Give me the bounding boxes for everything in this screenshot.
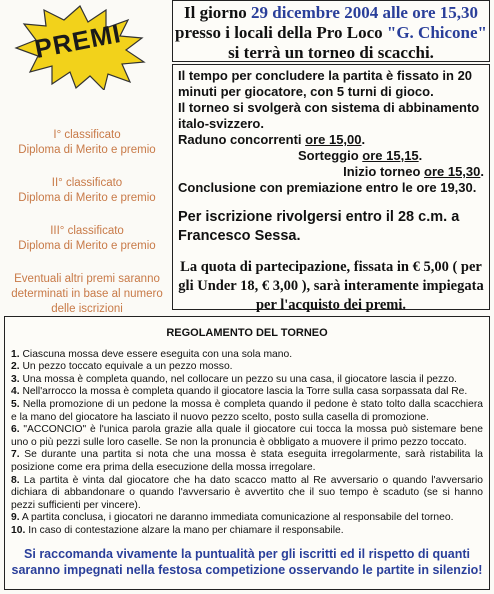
registration-contact: Per iscrizione rivolgersi entro il 28 c.m. a Francesco Sessa.	[178, 209, 460, 244]
rule-item: 9. A partita conclusa, i giocatori ne daranno immediata comunicazione al responsabile del torneo.	[11, 512, 454, 524]
prize-item: I° classificato Diploma di Merito e premio	[18, 129, 156, 156]
prize-item: III° classificato Diploma di Merito e premio	[18, 225, 156, 252]
prize-item: II° classificato Diploma di Merito e premio	[18, 177, 156, 204]
closing-message: Si raccomanda vivamente la puntualità per gli iscritti ed il rispetto di quanti saranno impegnati nella festosa competizione osservando le partite in silenzio!	[11, 546, 483, 577]
pairing-system-text: Il torneo si svolgerà con sistema di abbinamento italo-svizzero.	[178, 100, 480, 131]
rule-item: 1. Ciascuna mossa deve essere eseguita con una sola mano.	[11, 348, 293, 360]
prize-note: Eventuali altri premi saranno determinati in base al numero delle iscrizioni	[11, 273, 163, 315]
rules-box	[4, 316, 490, 590]
sorteggio-line: Sorteggio ore 15,15.	[298, 148, 423, 163]
event-date: 29 dicembre 2004 alle ore 15,30	[251, 3, 478, 22]
conclusion-line: Conclusione con premiazione entro le ore 19,30.	[178, 180, 477, 195]
announcement-line-2: presso i locali della Pro Loco "G. Chicone"	[175, 23, 487, 42]
announcement-line-1: Il giorno 29 dicembre 2004 alle ore 15,30	[183, 3, 478, 22]
raduno-line: Raduno concorrenti ore 15,00.	[178, 132, 366, 147]
venue-name: "G. Chicone"	[386, 23, 487, 42]
time-control-text: Il tempo per concludere la partita è fissato in 20 minuti per giocatore, con 5 turni di gioco.	[178, 68, 473, 99]
premi-label: PREMI	[32, 17, 124, 65]
rule-item: 4. Nell'arrocco la mossa è completa quando il giocatore lascia la Torre sulla casa sorpassata dal Re.	[11, 386, 468, 398]
rules-list	[11, 349, 483, 538]
tournament-info-box	[172, 64, 490, 313]
prize-list	[6, 128, 168, 317]
entry-fee: La quota di partecipazione, fissata in € 5,00 ( per gli Under 18, € 3,00 ), sarà interamente impiegata per l'acquisto dei premi.	[178, 259, 484, 313]
rule-item: 2. Un pezzo toccato equivale a un pezzo mosso.	[11, 361, 233, 373]
rule-item: 10. In caso di contestazione alzare la mano per chiamare il responsabile.	[11, 524, 344, 536]
announcement-line-3: si terrà un torneo di scacchi.	[228, 43, 434, 62]
rule-item: 8. La partita è vinta dal giocatore che ha dato scacco matto al Re avversario o quando l'avversario dichiara di abbandonare o quando l'avversario è avvertito che il suo tempo è scaduto (se si hanno pezzi sufficienti per vincere).	[11, 474, 483, 511]
rule-item: 6. "ACCONCIO" è l'unica parola grazie alla quale il giocatore cui tocca la mossa può sistemare bene uno o più pezzi sulle loro caselle. Se non la pronuncia è obbligato a muovere il primo pezzo toccato.	[11, 424, 483, 448]
rules-title: REGOLAMENTO DEL TORNEO	[166, 327, 328, 339]
announcement-box	[172, 0, 490, 62]
rule-item: 3. Una mossa è completa quando, nel collocare un pezzo su una casa, il giocatore lascia il pezzo.	[11, 373, 457, 385]
rule-item: 5. Nella promozione di un pedone la mossa è completa quando il pedone è stato tolto dalla scacchiera e la mano del giocatore ha lasciato il nuovo pezzo scelto, posto sulla casella di promozione.	[11, 398, 483, 423]
rule-item: 7. Se durante una partita si nota che una mossa è stata eseguita irregolarmente, sarà ristabilita la posizione come era prima della esecuzione della mossa irregolare.	[11, 449, 483, 473]
inizio-line: Inizio torneo ore 15,30.	[343, 164, 484, 179]
